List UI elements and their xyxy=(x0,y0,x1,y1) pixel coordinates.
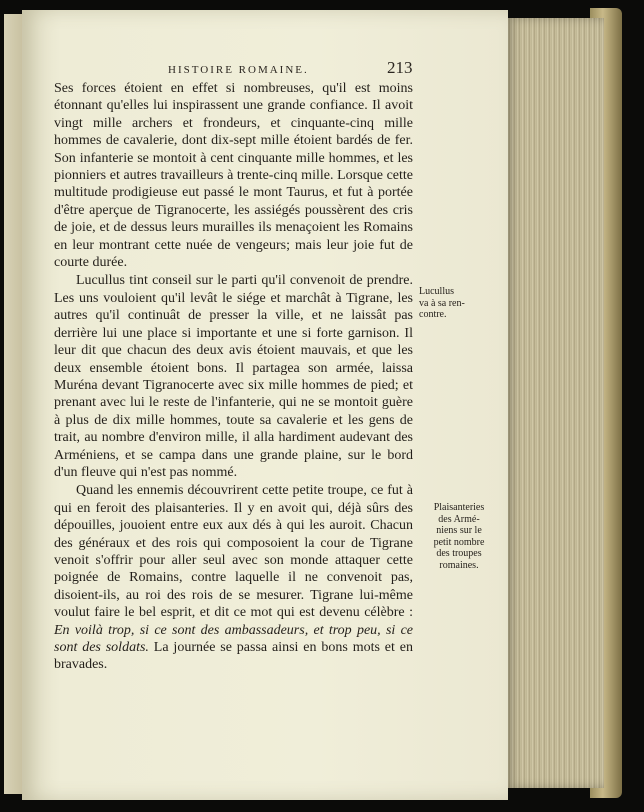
running-head: HISTOIRE ROMAINE. xyxy=(168,64,309,76)
paragraph xyxy=(54,272,413,481)
paragraph-text: Quand les ennemis découvrirent cette petite troupe, ce fut à qui en feroit des plaisanteries. Il y en avoit qui, déjà sûrs des dépouilles, jouoient entre eux aux dés à qui les auroit. Chacun des généraux et des rois qui composoient la cour de Tigrane venoit s'offrir pour aller seul avec son monde attaquer cette poignée de Romains, contre laquelle il ne convenoit pas, disoient-ils, au roi des rois de se mesurer. Tigrane lui-même voulut faire le bel esprit, et dit ce mot qui est devenu célèbre : xyxy=(54,483,413,621)
body-text xyxy=(54,80,413,675)
paragraph-text: Lucullus tint conseil sur le parti qu'il convenoit de prendre. Les uns vouloient qu'il levât le siége et marchât à Tigrane, les autres qu'il continuât de presser la ville, et ne laissât pas derrière lui une place si importante et une si forte garnison. Il leur dit que chacun des deux avis étoient mauvais, et que les deux ensemble étoient bons. Il partagea son armée, laissa Muréna devant Tigranocerte avec six mille hommes de pied; et prenant avec lui le reste de l'infanterie, qui ne se montoit guère à plus de dix mille hommes, toute sa cavalerie et les gens de trait, au nombre d'environ mille, il alla hardiment audevant des Arméniens, et se campa dans une grande plaine, sur le bord d'un fleuve qui n'est pas nommé. xyxy=(54,273,413,480)
page-number: 213 xyxy=(387,58,413,77)
paragraph-text: Ses forces étoient en effet si nombreuses, qu'il est moins étonnant qu'elles lui inspirassent une grande confiance. Il avoit vingt mille archers et frondeurs, et cinquante-cinq mille hommes de cavalerie, dont dix-sept mille étoient bardés de fer. Son infanterie se montoit à cent cinquante mille hommes, et les pionniers et autres travailleurs à trente-cinq mille. Lorsque cette multitude prodigieuse eut passé le mont Taurus, et fut à portée d'être aperçue de Tigranocerte, les assiégés poussèrent des cris de joie, et de dessus leurs murailles ils menaçoient les Romains en leur montrant cette nuée de vengeurs; mais leur joie fut de courte durée. xyxy=(54,81,413,271)
left-page-edge xyxy=(4,14,22,794)
paragraph xyxy=(54,482,413,673)
italic-quote: En voilà trop, si ce sont des ambassadeurs, et trop peu, si ce sont des soldats. xyxy=(54,622,413,655)
paragraph-text: La journée se passa ainsi en bons mots et en bravades. xyxy=(54,640,413,673)
margin-note-plaisanteries: Plaisanteries des Armé- niens sur le petit nombre des troupes romaines. xyxy=(433,502,485,571)
page-fore-edge xyxy=(506,18,604,788)
margin-note-lucullus: Lucullus va à sa ren- contre. xyxy=(419,286,465,320)
paragraph xyxy=(54,80,413,271)
